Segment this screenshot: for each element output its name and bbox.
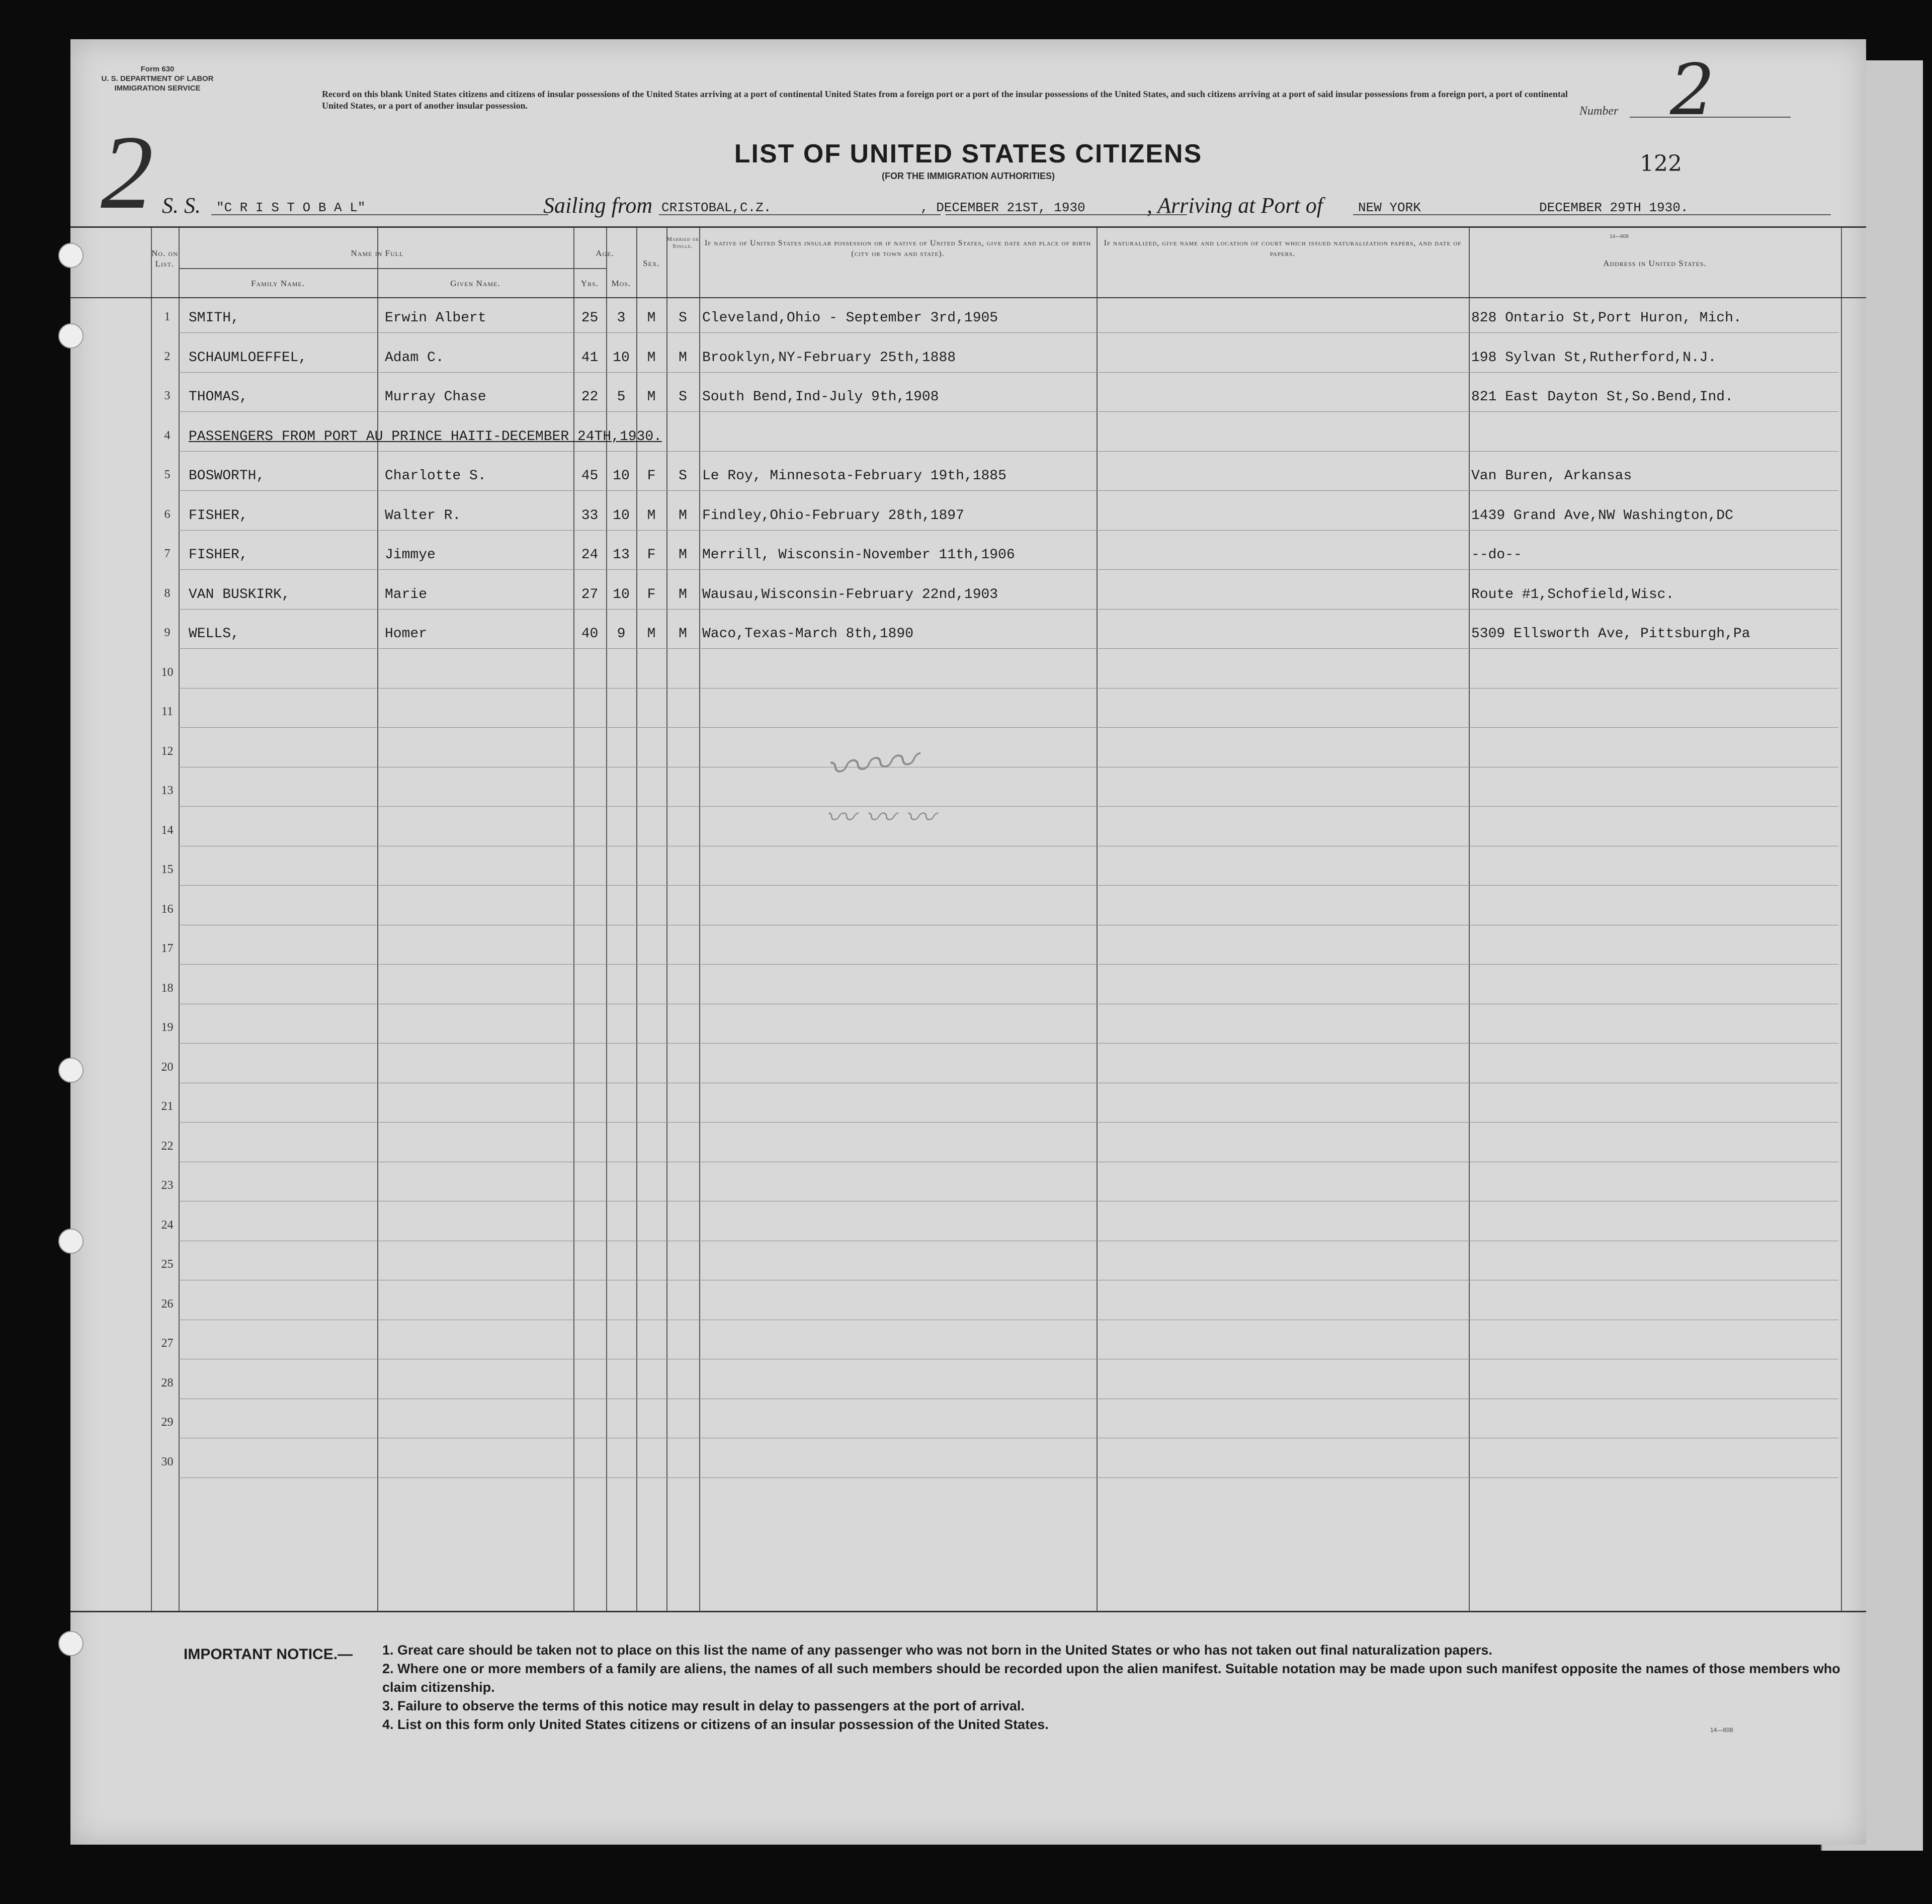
sailing-from-label: Sailing from — [543, 193, 653, 218]
page-number: 122 — [1640, 151, 1682, 177]
sex: M — [647, 507, 656, 524]
col-divider — [1469, 228, 1470, 1611]
age-years: 40 — [581, 626, 599, 642]
row-line — [179, 1043, 1838, 1044]
sailing-line — [659, 214, 941, 215]
row-number: 18 — [161, 981, 174, 995]
given-name: Walter R. — [385, 507, 461, 524]
given-name: Erwin Albert — [385, 310, 486, 326]
marital-status: M — [679, 507, 687, 524]
row-number: 22 — [161, 1139, 174, 1153]
row-line — [179, 332, 1838, 333]
row-number: 30 — [161, 1455, 174, 1468]
given-name: Adam C. — [385, 350, 444, 366]
birth-place-date: Cleveland,Ohio - September 3rd,1905 — [702, 310, 998, 326]
notice-item: 3. Failure to observe the terms of this notice may result in delay to passengers at the port of arrival. — [382, 1698, 1025, 1713]
family-name: WELLS, — [189, 626, 239, 642]
row-line — [179, 648, 1838, 649]
birth-place-date: Findley,Ohio-February 28th,1897 — [702, 507, 964, 524]
form-code-bottom: 14—608 — [1710, 1726, 1733, 1734]
number-label: Number — [1579, 105, 1619, 118]
row-number: 21 — [161, 1100, 174, 1113]
sex: M — [647, 350, 656, 366]
age-months: 10 — [613, 507, 630, 524]
row-number: 14 — [161, 823, 174, 837]
marital-status: M — [679, 626, 687, 642]
given-name: Homer — [385, 626, 428, 642]
row-line — [179, 806, 1838, 807]
marital-status: S — [679, 389, 687, 405]
family-name: BOSWORTH, — [189, 468, 265, 484]
birth-place-date: Wausau,Wisconsin-February 22nd,1903 — [702, 586, 998, 602]
row-number: 19 — [161, 1021, 174, 1034]
row-number: 10 — [161, 665, 174, 679]
given-name: Charlotte S. — [385, 468, 486, 484]
row-line — [179, 372, 1838, 373]
col-divider — [699, 228, 700, 1611]
citizens-table — [70, 226, 1866, 1612]
col-divider — [1841, 228, 1842, 1611]
birth-place-date: Brooklyn,NY-February 25th,1888 — [702, 350, 956, 366]
sex: M — [647, 389, 656, 405]
arriving-label: , Arriving at Port of — [1147, 193, 1323, 218]
row-number: 17 — [161, 942, 174, 955]
row-number: 23 — [161, 1179, 174, 1192]
page-subtitle: (FOR THE IMMIGRATION AUTHORITIES) — [882, 171, 1055, 181]
col-given-name: Given Name. — [450, 279, 500, 288]
punch-hole — [58, 1631, 83, 1656]
marital-status: S — [679, 310, 687, 326]
sailing-date: , DECEMBER 21ST, 1930 — [920, 200, 1085, 215]
notice-item: 2. Where one or more members of a family are aliens, the names of all such members should be recorded upon the alien manifest. Suitable notation may be made upon such manifest opposite the names of those members who claim citizenship. — [382, 1661, 1840, 1695]
row-number: 8 — [164, 586, 171, 600]
row-line — [179, 411, 1838, 412]
us-address: 828 Ontario St,Port Huron, Mich. — [1471, 310, 1742, 326]
us-address: 5309 Ellsworth Ave, Pittsburgh,Pa — [1471, 626, 1750, 642]
given-name: Jimmye — [385, 547, 436, 563]
col-divider — [1097, 228, 1098, 1611]
family-name: THOMAS, — [189, 389, 248, 405]
row-number: 26 — [161, 1297, 174, 1311]
age-months: 3 — [617, 310, 626, 326]
form-id — [100, 64, 215, 93]
age-years: 22 — [581, 389, 599, 405]
age-months: 10 — [613, 586, 630, 602]
sex: M — [647, 310, 656, 326]
row-number: 11 — [161, 705, 174, 718]
row-number: 4 — [164, 428, 171, 442]
us-address: Route #1,Schofield,Wisc. — [1471, 586, 1674, 602]
us-address: 821 East Dayton St,So.Bend,Ind. — [1471, 389, 1733, 405]
row-number: 27 — [161, 1337, 174, 1350]
row-line — [179, 609, 1838, 610]
age-years: 41 — [581, 350, 599, 366]
row-line — [179, 490, 1838, 491]
row-line — [179, 569, 1838, 570]
birth-place-date: Waco,Texas-March 8th,1890 — [702, 626, 914, 642]
col-divider — [179, 228, 180, 1611]
sex: F — [647, 586, 656, 602]
col-yrs: Yrs. — [580, 279, 599, 288]
header-note: Record on this blank United States citizens and citizens of insular possessions of the United States arriving at a port of continental United States from a foreign port or a port of the insular possessions of the United States, and such citizens arriving at a port of said insular possessions from a foreign port, a port of continental United States, or a port of another insular possession. — [322, 89, 1568, 111]
age-months: 10 — [613, 468, 630, 484]
birth-place-date: Merrill, Wisconsin-November 11th,1906 — [702, 547, 1015, 563]
row-number: 1 — [164, 310, 171, 323]
sex: F — [647, 547, 656, 563]
notice-item: 4. List on this form only United States citizens or citizens of an insular possession of the United States. — [382, 1717, 1049, 1732]
col-family-name: Family Name. — [250, 279, 305, 288]
manifest-sheet — [70, 39, 1866, 1845]
row-line — [179, 727, 1838, 728]
col-divider — [151, 228, 152, 1611]
age-months: 13 — [613, 547, 630, 563]
marital-status: M — [679, 586, 687, 602]
notice-item: 1. Great care should be taken not to place on this list the name of any passenger who was not born in the United States or who has not taken out final naturalization papers. — [382, 1642, 1492, 1658]
age-months: 10 — [613, 350, 630, 366]
service-name: IMMIGRATION SERVICE — [114, 84, 201, 93]
family-name: FISHER, — [189, 507, 248, 524]
page-title: LIST OF UNITED STATES CITIZENS — [734, 139, 1203, 168]
form-number: Form 630 — [140, 65, 175, 73]
row-number: 2 — [164, 350, 171, 363]
ship-line — [211, 214, 548, 215]
pencil-scribble: 〰〰 — [822, 734, 918, 797]
sailing-from-value: CRISTOBAL,C.Z. — [661, 200, 772, 215]
row-number: 25 — [161, 1258, 174, 1271]
us-address: Van Buren, Arkansas — [1471, 468, 1632, 484]
row-line — [179, 964, 1838, 965]
row-number: 7 — [164, 547, 171, 560]
col-naturalized: If naturalized, give name and location of court which issued naturalization papers, and date of papers. — [1104, 239, 1462, 258]
birth-place-date: Le Roy, Minnesota-February 19th,1885 — [702, 468, 1006, 484]
arrival-date: DECEMBER 29TH 1930. — [1539, 200, 1689, 215]
age-years: 45 — [581, 468, 599, 484]
form-code-top: 14—608 — [1610, 234, 1629, 239]
given-name: Murray Chase — [385, 389, 486, 405]
col-divider — [666, 228, 667, 1611]
family-name: FISHER, — [189, 547, 248, 563]
pencil-scribble: 〰 〰 〰 — [825, 800, 935, 835]
col-address: Address in United States. — [1603, 258, 1707, 268]
header-bottom-line — [70, 297, 1866, 298]
row-number: 20 — [161, 1060, 174, 1074]
age-years: 25 — [581, 310, 599, 326]
col-age: Age. — [596, 248, 614, 258]
col-no: No. on List. — [151, 248, 178, 269]
row-line — [179, 451, 1838, 452]
row-number: 3 — [164, 389, 171, 402]
age-years: 27 — [581, 586, 599, 602]
row-number: 24 — [161, 1218, 174, 1232]
notice-label: IMPORTANT NOTICE.— — [184, 1646, 353, 1663]
family-name: SMITH, — [189, 310, 239, 326]
age-months: 9 — [617, 626, 626, 642]
row-number: 29 — [161, 1416, 174, 1429]
header-subline — [179, 268, 606, 269]
age-years: 33 — [581, 507, 599, 524]
marital-status: M — [679, 547, 687, 563]
sex: M — [647, 626, 656, 642]
ss-label: S. S. — [162, 193, 201, 218]
ship-name: "C R I S T O B A L" — [216, 200, 366, 215]
department-name: U. S. DEPARTMENT OF LABOR — [101, 74, 214, 83]
row-number: 9 — [164, 626, 171, 639]
row-note: PASSENGERS FROM PORT AU PRINCE HAITI-DECEMBER 24TH,1930. — [189, 428, 662, 445]
col-sex: Sex. — [643, 258, 660, 268]
col-name-in-full: Name in Full — [351, 248, 404, 258]
arrival-port: NEW YORK — [1358, 200, 1421, 215]
row-number: 15 — [161, 863, 174, 876]
row-line — [179, 530, 1838, 531]
us-address: 198 Sylvan St,Rutherford,N.J. — [1471, 350, 1717, 366]
number-value: 2 — [1670, 49, 1715, 131]
given-name: Marie — [385, 586, 428, 602]
row-number: 12 — [161, 744, 174, 758]
sex: F — [647, 468, 656, 484]
birth-place-date: South Bend,Ind-July 9th,1908 — [702, 389, 939, 405]
col-married-single: Married or Single. — [666, 235, 699, 249]
handwritten-corner-mark: 2 — [101, 114, 153, 231]
family-name: SCHAUMLOEFFEL, — [189, 350, 307, 366]
row-number: 6 — [164, 507, 171, 521]
col-mos: Mos. — [611, 279, 631, 288]
row-number: 16 — [161, 902, 174, 916]
us-address: 1439 Grand Ave,NW Washington,DC — [1471, 507, 1733, 524]
marital-status: S — [679, 468, 687, 484]
row-number: 5 — [164, 468, 171, 481]
row-line — [179, 885, 1838, 886]
family-name: VAN BUSKIRK, — [189, 586, 290, 602]
row-number: 28 — [161, 1376, 174, 1390]
us-address: --do-- — [1471, 547, 1522, 563]
age-months: 5 — [617, 389, 626, 405]
age-years: 24 — [581, 547, 599, 563]
row-number: 13 — [161, 784, 174, 797]
col-birth: If native of United States insular possession or if native of United States, give date and place of birth (city or town and state). — [704, 239, 1091, 258]
marital-status: M — [679, 350, 687, 366]
